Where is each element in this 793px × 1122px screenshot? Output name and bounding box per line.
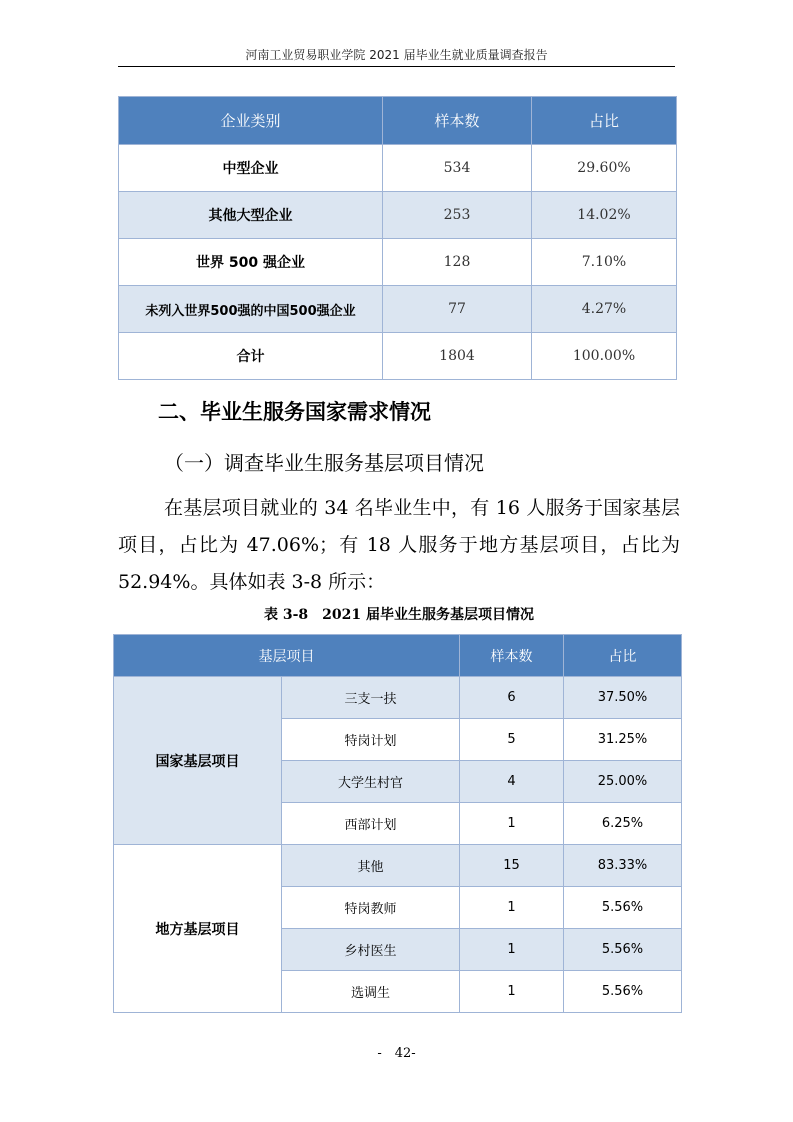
count-cell: 1 — [460, 971, 564, 1013]
column-header: 基层项目 — [114, 635, 460, 677]
ratio-cell: 100.00% — [532, 333, 677, 380]
count-cell: 1 — [460, 887, 564, 929]
project-cell: 其他 — [282, 845, 460, 887]
ratio-cell: 7.10% — [532, 239, 677, 286]
column-header: 样本数 — [460, 635, 564, 677]
project-cell: 西部计划 — [282, 803, 460, 845]
project-cell: 大学生村官 — [282, 761, 460, 803]
count-cell: 534 — [383, 145, 532, 192]
ratio-cell: 14.02% — [532, 192, 677, 239]
ratio-cell: 5.56% — [564, 971, 682, 1013]
column-header: 占比 — [532, 97, 677, 145]
category-cell: 中型企业 — [119, 145, 383, 192]
group-cell: 国家基层项目 — [114, 677, 282, 845]
count-cell: 5 — [460, 719, 564, 761]
project-cell: 乡村医生 — [282, 929, 460, 971]
count-cell: 128 — [383, 239, 532, 286]
table-row — [119, 239, 677, 286]
column-header: 样本数 — [383, 97, 532, 145]
section-subheading: （一）调查毕业生服务基层项目情况 — [164, 451, 484, 475]
group-cell: 地方基层项目 — [114, 845, 282, 1013]
table-row — [114, 845, 682, 887]
table-row — [119, 192, 677, 239]
column-header: 企业类别 — [119, 97, 383, 145]
section-heading: 二、毕业生服务国家需求情况 — [158, 400, 431, 424]
body-paragraph: 在基层项目就业的 34 名毕业生中，有 16 人服务于国家基层项目，占比为 47.06%；有 18 人服务于地方基层项目，占比为 52.94%。具体如表 3-8 所示： — [118, 497, 680, 593]
ratio-cell: 37.50% — [564, 677, 682, 719]
category-cell: 世界 500 强企业 — [119, 239, 383, 286]
category-cell: 其他大型企业 — [119, 192, 383, 239]
table-caption: 表 3-8 2021 届毕业生服务基层项目情况 — [263, 607, 534, 623]
count-cell: 1 — [460, 929, 564, 971]
table-row — [114, 677, 682, 719]
table-header-row — [114, 635, 682, 677]
project-cell: 特岗教师 — [282, 887, 460, 929]
count-cell: 1804 — [383, 333, 532, 380]
ratio-cell: 25.00% — [564, 761, 682, 803]
project-cell: 特岗计划 — [282, 719, 460, 761]
category-cell: 合计 — [119, 333, 383, 380]
count-cell: 77 — [383, 286, 532, 333]
header-divider — [118, 66, 675, 67]
ratio-cell: 31.25% — [564, 719, 682, 761]
ratio-cell: 29.60% — [532, 145, 677, 192]
grassroots-project-table — [113, 634, 682, 1013]
count-cell: 1 — [460, 803, 564, 845]
page-header: 河南工业贸易职业学院 2021 届毕业生就业质量调查报告 — [245, 48, 548, 62]
column-header: 占比 — [564, 635, 682, 677]
table-row — [119, 286, 677, 333]
count-cell: 6 — [460, 677, 564, 719]
category-cell: 未列入世界500强的中国500强企业 — [119, 286, 383, 333]
page-number: - 42- — [377, 1046, 416, 1061]
ratio-cell: 5.56% — [564, 887, 682, 929]
count-cell: 4 — [460, 761, 564, 803]
project-cell: 选调生 — [282, 971, 460, 1013]
count-cell: 15 — [460, 845, 564, 887]
ratio-cell: 6.25% — [564, 803, 682, 845]
table-header-row — [119, 97, 677, 145]
project-cell: 三支一扶 — [282, 677, 460, 719]
count-cell: 253 — [383, 192, 532, 239]
ratio-cell: 83.33% — [564, 845, 682, 887]
ratio-cell: 4.27% — [532, 286, 677, 333]
enterprise-type-table — [118, 96, 677, 380]
ratio-cell: 5.56% — [564, 929, 682, 971]
table-row-total — [119, 333, 677, 380]
table-row — [119, 145, 677, 192]
